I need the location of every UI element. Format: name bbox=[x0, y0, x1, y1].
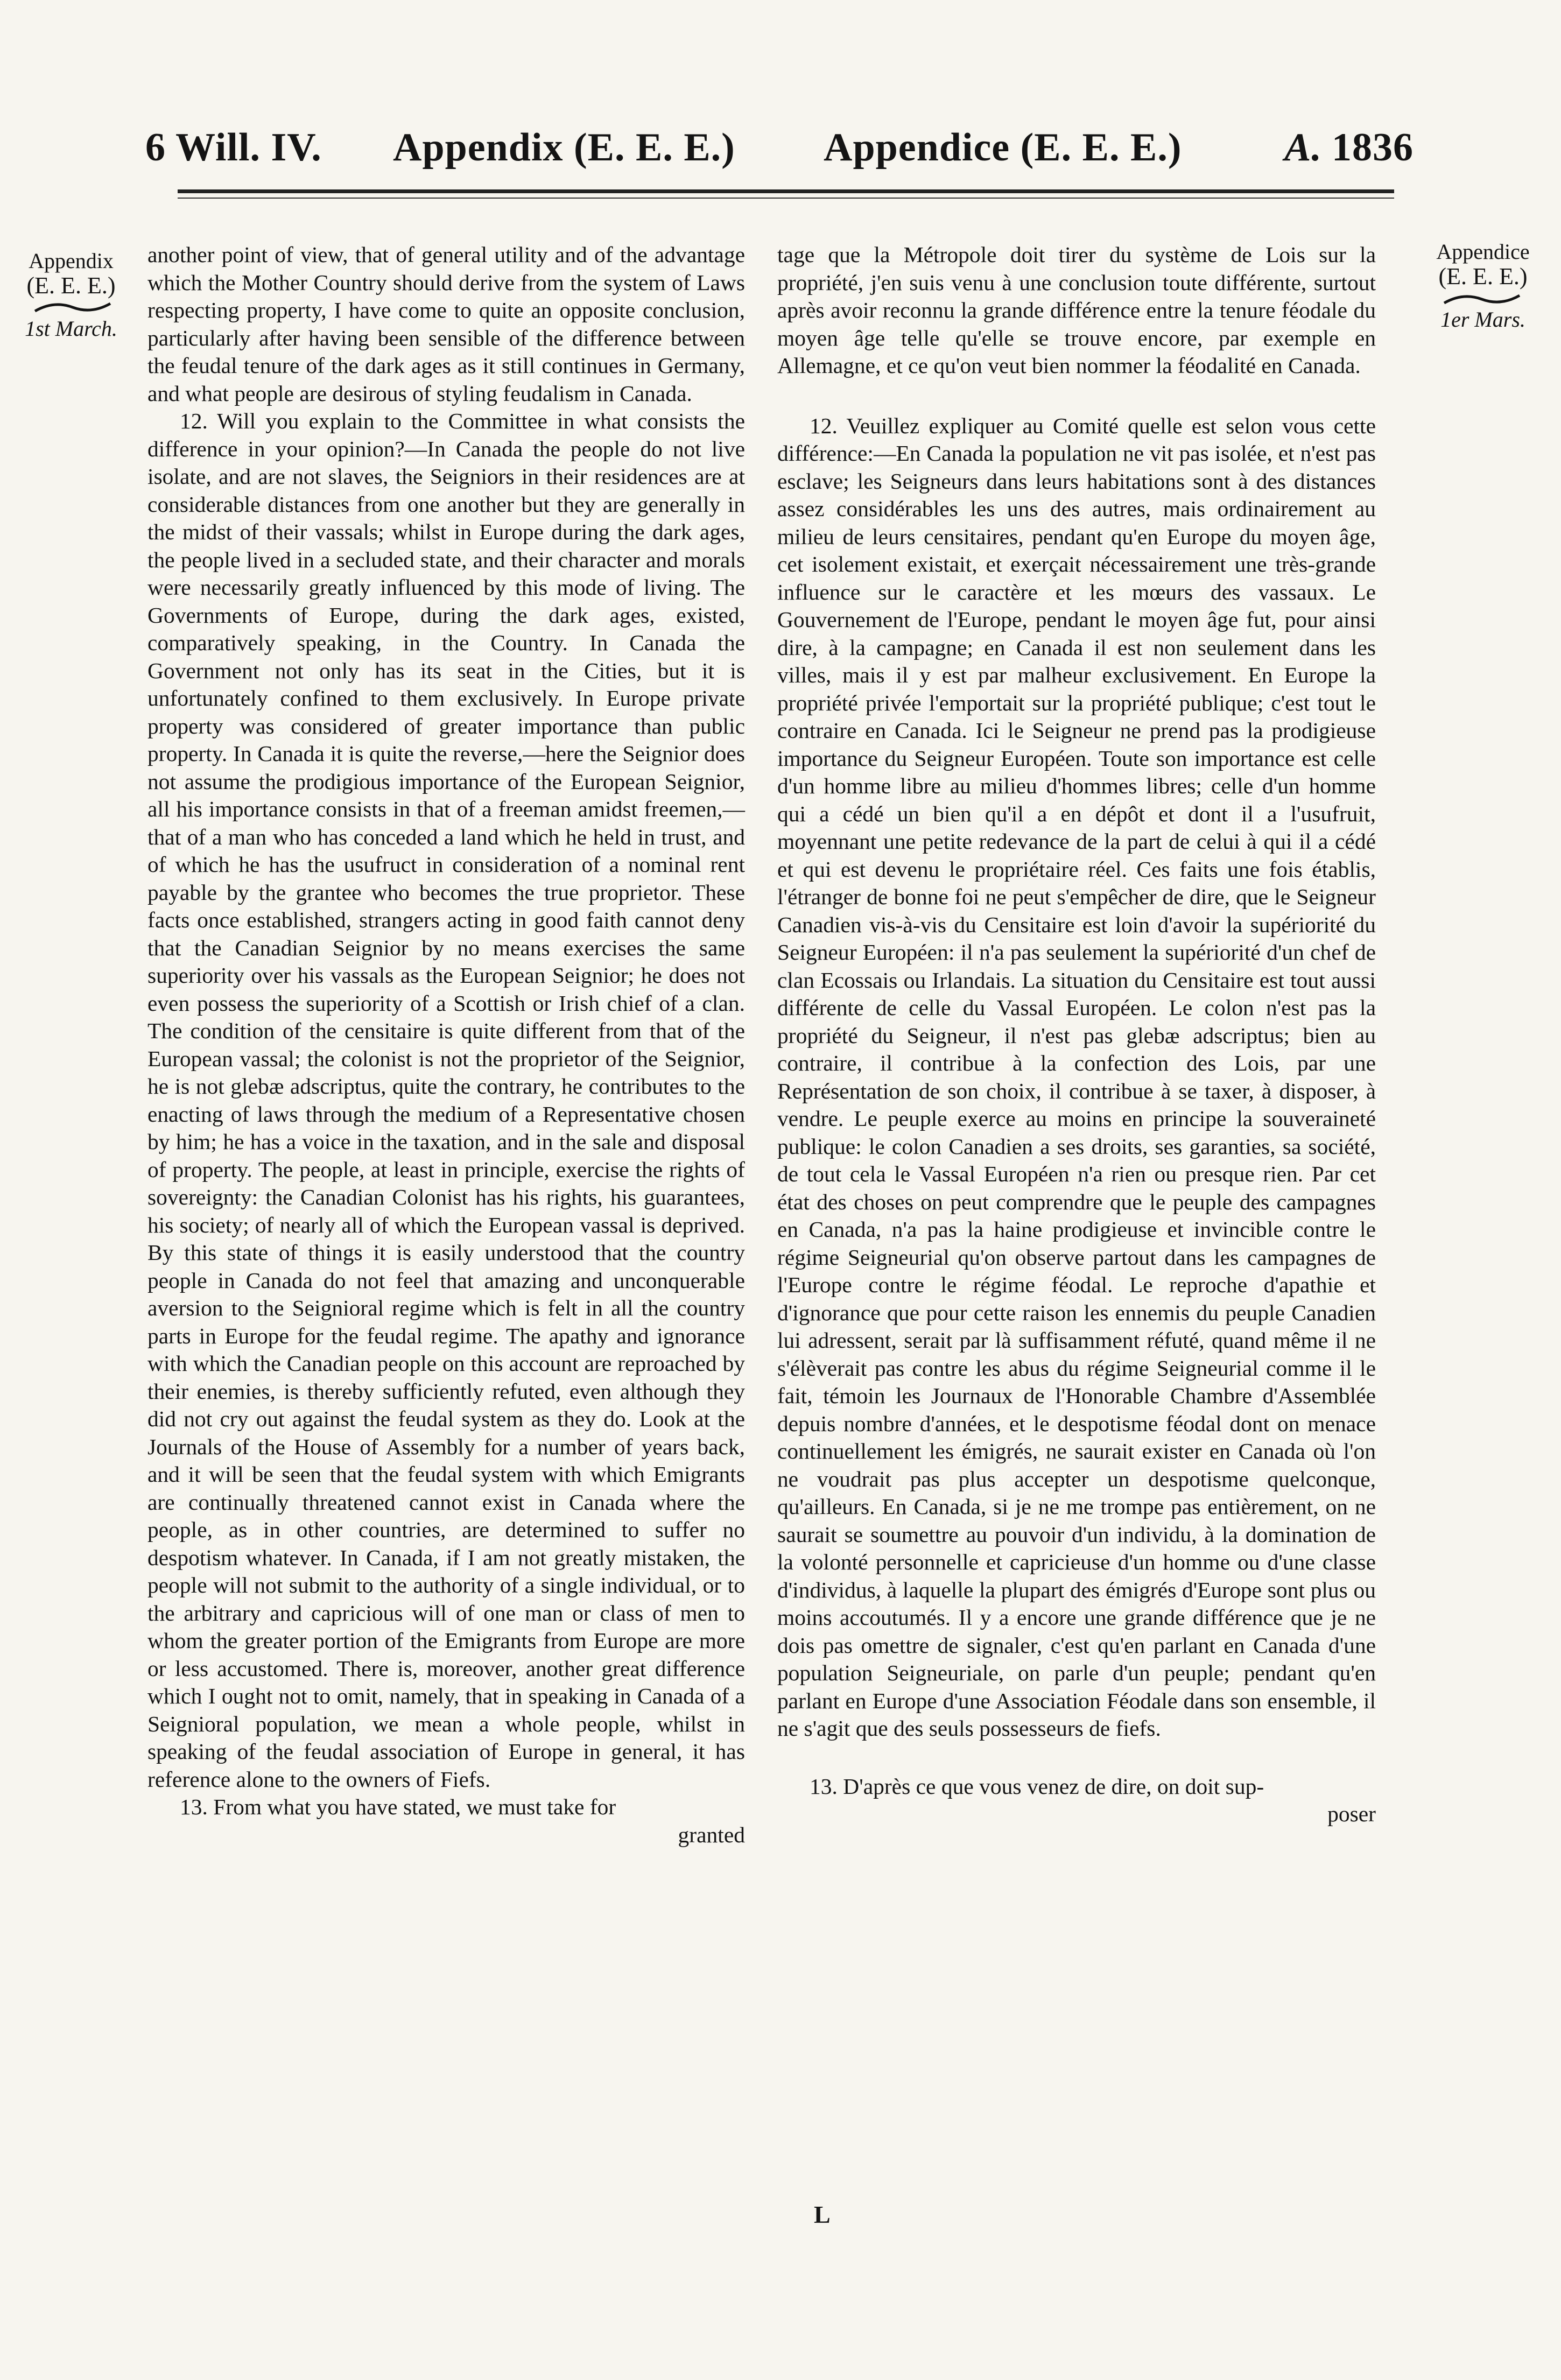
running-header bbox=[145, 125, 1414, 179]
signature-mark: L bbox=[814, 2201, 831, 2228]
margin-note-left bbox=[8, 249, 135, 341]
question-12: 12. Will you explain to the Committee in what consists the difference in your opinion?—In Canada the people do not live isolate, and are not slaves, the Seigniors in their residences are at considerable distances from one another but they are generally in the midst of their vassals; whilst in Europe during the dark ages, the people lived in a secluded state, and their character and morals were necessarily greatly influenced by this mode of living. The Governments of Europe, during the dark ages, existed, comparatively speaking, in the Country. In Canada the Government not only has its seat in the Cities, but it is unfortunately confined to them exclusively. In Europe private property was considered of greater importance than public property. In Canada it is quite the reverse,—here the Seignior does not assume the prodigious importance of the European Seignior, all his importance consists in that of a freeman amidst freemen,—that of a man who has conceded a land which he held in trust, and of which he has the usufruct in consideration of a nominal rent payable by the grantee who becomes the true proprietor. These facts once established, strangers acting in good faith cannot deny that the Canadian Seignior by no means exercises the same superiority over his vassals as the European Seignior; he does not even possess the superiority of a Scottish or Irish chief of a clan. The condition of the censitaire is quite different from that of the European vassal; the colonist is not the proprietor of the Seignior, he is not glebæ adscriptus, quite the contrary, he contributes to the enacting of laws through the medium of a Representative chosen by him; he has a voice in the taxation, and in the sale and disposal of property. The people, at least in principle, exercise the rights of sovereignty: the Canadian Colonist has his rights, his guarantees, his society; of nearly all of which the European vassal is deprived. By this state of things it is easily understood that the country people in Canada do not feel that amazing and unconquerable aversion to the Seignioral regime which is felt in all the country parts in Europe for the feudal regime. The apathy and ignorance with which the Canadian people on this account are reproached by their enemies, is thereby sufficiently refuted, even although they did not cry out against the feudal system as they do. Look at the Journals of the House of Assembly for a number of years back, and it will be seen that the feudal system with which Emigrants are continually threatened cannot exist in Canada where the people, as in other countries, are determined to suffer no despotism whatever. In Canada, if I am not greatly mistaken, the people will not submit to the authority of a single individual, or to the arbitrary and capricious will of one man or class of men to whom the greater portion of the Emigrants from Europe are more or less accustomed. There is, moreover, another great difference which I ought not to omit, namely, that in speaking in Canada of a Seignioral population, we mean a whole people, whilst in speaking of the feudal association of Europe in general, it has reference alone to the owners of Fiefs. bbox=[147, 409, 745, 1792]
margin-appendix-ref: (E. E. E.) bbox=[26, 272, 116, 299]
header-year bbox=[1284, 125, 1414, 171]
question-13: 13. From what you have stated, we must take for bbox=[180, 1794, 616, 1819]
question-12: 12. Veuillez expliquer au Comité quelle est selon vous cette différence:—En Canada la population ne vit pas isolée, et n'est pas esclave; les Seigneurs dans leurs habitations sont à des distances assez considérables les uns des autres, mais ordinairement au milieu de leurs censitaires, pendant qu'en Europe du moyen âge, cet isolement existait, et exerçait nécessairement une très-grande influence sur le caractère et les mœurs des vassaux. Le Gouvernement de l'Europe, pendant le moyen âge fut, pour ainsi dire, à la campagne; en Canada il est non seulement dans les villes, mais il y est par malheur exclusivement. En Europe la propriété privée l'emportait sur la propriété publique; c'est tout le contraire en Canada. Ici le Seigneur ne prend pas la prodigieuse importance du Seigneur Européen. Toute son importance est celle d'un homme libre au milieu d'hommes libres; celle d'un homme qui a cédé un bien qu'il a en dépôt et dont il a l'usufruit, moyennant une petite redevance de la part de celui à qui il a cédé et qui est devenu le propriétaire réel. Ces faits une fois établis, l'étranger de bonne foi ne peut s'empêcher de dire, que le Seigneur Canadien vis-à-vis du Censitaire est loin d'avoir la supériorité du Seigneur Européen: il n'a pas seulement la supériorité d'un chef de clan Ecossais ou Irlandais. La situation du Censitaire est tout aussi différente de celle du Vassal Européen. Le colon n'est pas la propriété du Seigneur, il n'est pas glebæ adscriptus; bien au contraire, il contribue à la confection des Lois, par une Représentation de son choix, il contribue à se taxer, à disposer, à vendre. Le peuple exerce au moins en principe la souveraineté publique: le colon Canadien a ses droits, ses garanties, sa société, de tout cela le Vassal Européen n'a rien ou presque rien. Par cet état des choses on peut comprendre que le peuple des campagnes en Canada, n'a pas la haine prodigieuse et invincible contre le régime Seigneurial qu'on observe partout dans les campagnes de l'Europe contre le régime féodal. Le reproche d'apathie et d'ignorance que pour cette raison les ennemis du peuple Canadien lui adressent, serait par là suffisamment réfuté, quand même il ne s'élèverait pas contre les abus du régime Seigneurial comme il le fait, témoin les Journaux de l'Honorable Chambre d'Assemblée depuis nombre d'années, et le despotisme féodal dont on menace continuellement les émigrés, ne saurait exister en Canada où l'on ne voudrait pas plus accepter un despotisme quelconque, qu'ailleurs. En Canada, si je ne me trompe pas entièrement, on ne saurait se soumettre au pouvoir d'un individu, à la domination de la volonté personnelle et capricieuse d'un homme ou d'une classe d'individus, à laquelle la plupart des émigrés d'Europe sont plus ou moins accoutumés. Il y a encore une grande différence que je ne dois pas omettre de signaler, c'est qu'en parlant en Canada d'une population Seigneuriale, on parle d'un peuple; pendant qu'en parlant en Europe d'une Association Féodale dans son ensemble, il ne s'agit que des seuls possesseurs de fiefs. bbox=[777, 413, 1376, 1741]
header-title-french: Appendice (E. E. E.) bbox=[824, 125, 1182, 170]
year-value: 1836 bbox=[1332, 125, 1414, 170]
paragraph-continued: another point of view, that of general utility and of the advantage which the Mother Country should derive from the system of Laws respecting property, I have come to quite an opposite conclusion, particularly after having been sensible of the difference between the feudal tenure of the dark ages as it still continues in Germany, and what people are desirous of styling feudalism in Canada. bbox=[147, 242, 745, 406]
header-title-english: Appendix (E. E. E.) bbox=[393, 125, 735, 170]
margin-date: 1er Mars. bbox=[1440, 307, 1525, 332]
margin-appendix-label: Appendice bbox=[1436, 240, 1530, 264]
flourish-ornament bbox=[1442, 291, 1522, 307]
header-rule-thin bbox=[178, 198, 1394, 199]
header-rule-thick bbox=[178, 189, 1394, 193]
margin-appendix-label: Appendix bbox=[29, 249, 114, 273]
catchword: poser bbox=[1327, 1801, 1376, 1826]
paragraph-continued: tage que la Métropole doit tirer du système de Lois sur la propriété, j'en suis venu à une conclusion toute différente, surtout après avoir reconnu la grande différence entre la tenure féodale du moyen âge telle qu'elle se trouve encore, par exemple en Allemagne, et ce qu'on veut bien nommer la féodalité en Canada. bbox=[777, 242, 1376, 378]
margin-note-right bbox=[1410, 240, 1556, 332]
french-column bbox=[777, 241, 1376, 1828]
flourish-ornament bbox=[32, 299, 113, 315]
english-column bbox=[147, 241, 745, 1849]
year-prefix: A. bbox=[1284, 125, 1322, 170]
margin-date: 1st March. bbox=[25, 316, 117, 341]
question-13: 13. D'après ce que vous venez de dire, on doit sup- bbox=[810, 1773, 1264, 1799]
regnal-year: 6 Will. IV. bbox=[145, 125, 322, 170]
margin-appendix-ref: (E. E. E.) bbox=[1438, 263, 1528, 290]
catchword: granted bbox=[678, 1822, 745, 1847]
